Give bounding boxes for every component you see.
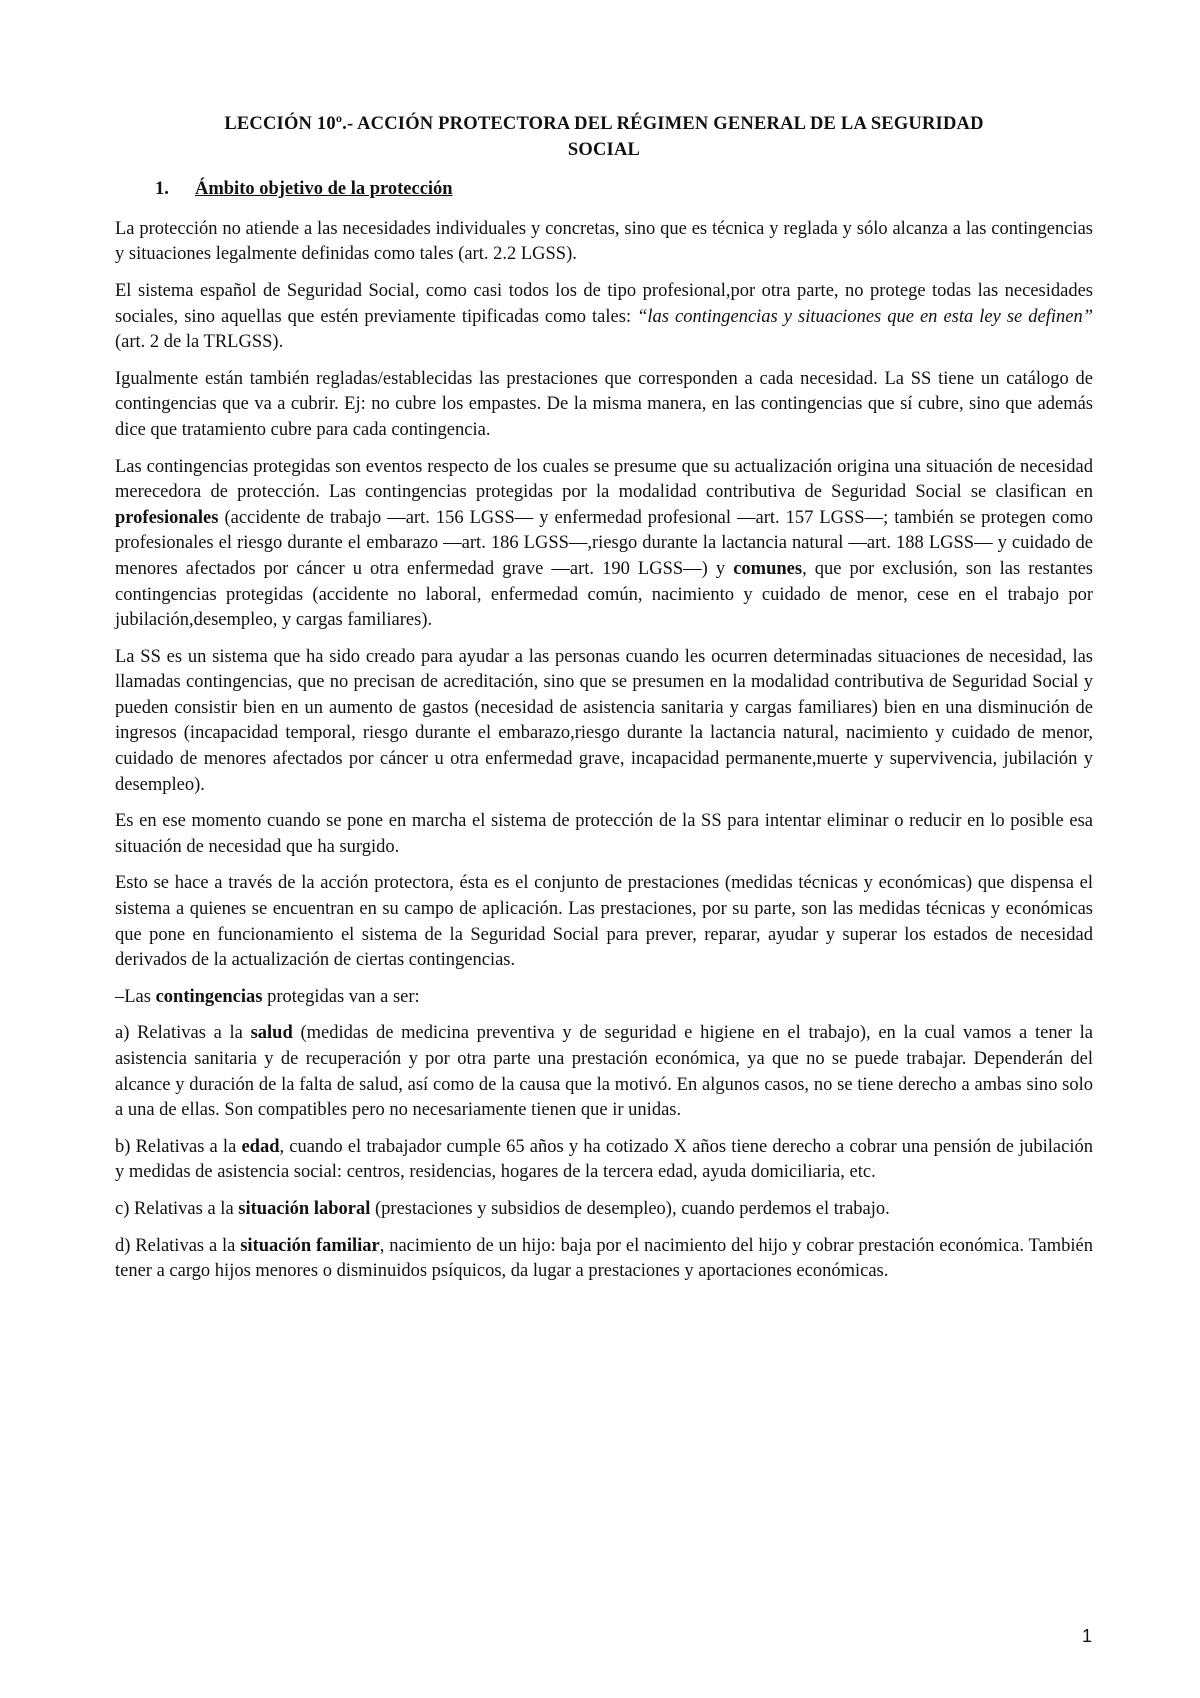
list-item-a-bold: salud <box>250 1023 293 1044</box>
list-item-a <box>115 1021 1093 1123</box>
list-item-b-text-b: , cuando el trabajador cumple 65 años y ha cotizado X años tiene derecho a cobrar una pensión de jubilación y medidas de asistencia social: centros, residencias, hogares de la tercera edad, ayuda domiciliaria, etc. <box>115 1136 1093 1183</box>
list-item-c-bold: situación laboral <box>238 1198 371 1219</box>
list-item-a-text-a: a) Relativas a la <box>115 1023 251 1044</box>
section-title: Ámbito objetivo de la protección <box>195 179 453 200</box>
list-item-c-text-b: (prestaciones y subsidios de desempleo), cuando perdemos el trabajo. <box>370 1198 890 1219</box>
paragraph-7: Esto se hace a través de la acción protectora, ésta es el conjunto de prestaciones (medidas técnicas y económicas) que dispensa el sistema a quienes se encuentran en su campo de aplicación. Las prestaciones, por su parte, son las medidas técnicas y económicas que pone en funcionamiento el sistema de la Seguridad Social para prever, reparar, ayudar y superar los estados de necesidad derivados de la actualización de ciertas contingencias. <box>115 873 1093 971</box>
list-item-b-bold: edad <box>241 1136 280 1157</box>
paragraph-1: La protección no atiende a las necesidades individuales y concretas, sino que es técnica y reglada y sólo alcanza a las contingencias y situaciones legalmente definidas como tales (art. 2.2 LGSS). <box>115 218 1093 265</box>
lesson-title-line1: LECCIÓN 10º.- ACCIÓN PROTECTORA DEL RÉGIMEN GENERAL DE LA SEGURIDAD <box>224 114 984 134</box>
paragraph-4-bold-profesionales: profesionales <box>115 507 219 528</box>
section-heading <box>115 177 1093 203</box>
lesson-title-line2: SOCIAL <box>567 139 641 160</box>
paragraph-4-bold-comunes: comunes <box>733 558 803 579</box>
paragraph-2 <box>115 279 1093 356</box>
paragraph-4 <box>115 455 1093 634</box>
paragraph-3: Igualmente están también regladas/establecidas las prestaciones que corresponden a cada necesidad. La SS tiene un catálogo de contingencias que va a cubrir. Ej: no cubre los empastes. De la misma manera, en las contingencias que sí cubre, sino que además dice que tratamiento cubre para cada contingencia. <box>115 368 1093 440</box>
paragraph-2-quote: “las contingencias y situaciones que en esta ley se definen” <box>637 306 1093 327</box>
list-item-d <box>115 1234 1093 1285</box>
list-item-b <box>115 1135 1093 1186</box>
paragraph-8-text-a: –Las <box>115 986 156 1007</box>
paragraph-4-text-a: Las contingencias protegidas son eventos respecto de los cuales se presume que su actualización origina una situación de necesidad merecedora de protección. Las contingencias protegidas por la modalidad contributiva de Seguridad Social se clasifican en <box>115 456 1093 503</box>
list-item-d-bold: situación familiar <box>240 1235 380 1256</box>
paragraph-6: Es en ese momento cuando se pone en marcha el sistema de protección de la SS para intentar eliminar o reducir en lo posible esa situación de necesidad que ha surgido. <box>115 811 1093 857</box>
lesson-title <box>115 112 1093 163</box>
list-item-a-text-b: (medidas de medicina preventiva y de seguridad e higiene en el trabajo), en la cual vamos a tener la asistencia sanitaria y de recuperación y por otra parte una prestación económica, ya que no se puede trabajar. Dependerán del alcance y duración de la falta de salud, así como de la causa que la motivó. En algunos casos, no se tiene derecho a ambas sino solo a una de ellas. Son compatibles pero no necesariamente tienen que ir unidas. <box>115 1023 1093 1121</box>
list-item-c <box>115 1197 1093 1223</box>
list-item-d-text-b: , nacimiento de un hijo: baja por el nacimiento del hijo y cobrar prestación económica. También tener a cargo hijos menores o disminuidos psíquicos, da lugar a prestaciones y aportaciones económicas. <box>115 1235 1093 1282</box>
list-item-d-text-a: d) Relativas a la <box>115 1235 241 1256</box>
paragraph-8 <box>115 985 1093 1011</box>
paragraph-8-bold: contingencias <box>155 986 263 1007</box>
paragraph-4-text-b: (accidente de trabajo —art. 156 LGSS— y enfermedad profesional —art. 157 LGSS—; también se protegen como profesionales el riesgo durante el embarazo —art. 186 LGSS—,riesgo durante la lactancia natural —art. 188 LGSS— y cuidado de menores afectados por cáncer u otra enfermedad grave —art. 190 LGSS—) y <box>115 507 1093 579</box>
paragraph-8-text-b: protegidas van a ser: <box>262 986 420 1007</box>
document-body <box>115 112 1093 1296</box>
paragraph-2-text-a: El sistema español de Seguridad Social, como casi todos los de tipo profesional,por otra parte, no protege todas las necesidades sociales, sino aquellas que estén previamente tipificadas como tales: <box>115 280 1093 327</box>
paragraph-5: La SS es un sistema que ha sido creado para ayudar a las personas cuando les ocurren determinadas situaciones de necesidad, las llamadas contingencias, que no precisan de acreditación, sino que se presumen en la modalidad contributiva de Seguridad Social y pueden consistir bien en un aumento de gastos (necesidad de asistencia sanitaria y cargas familiares) bien en una disminución de ingresos (incapacidad temporal, riesgo durante el embarazo,riesgo durante la lactancia natural, nacimiento y cuidado de menor, cuidado de menores afectados por cáncer u otra enfermedad grave, incapacidad permanente,muerte y supervivencia, jubilación y desempleo). <box>115 646 1093 795</box>
paragraph-4-text-c: , que por exclusión, son las restantes contingencias protegidas (accidente no laboral, enfermedad común, nacimiento y cuidado de menor, cese en el trabajo por jubilación,desempleo, y cargas familiares). <box>115 558 1093 631</box>
list-item-b-text-a: b) Relativas a la <box>115 1136 242 1157</box>
list-item-c-text-a: c) Relativas a la <box>115 1198 239 1219</box>
paragraph-2-text-b: (art. 2 de la TRLGSS). <box>115 332 284 353</box>
section-number: 1. <box>155 179 169 200</box>
page-number: 1 <box>1081 1626 1092 1646</box>
